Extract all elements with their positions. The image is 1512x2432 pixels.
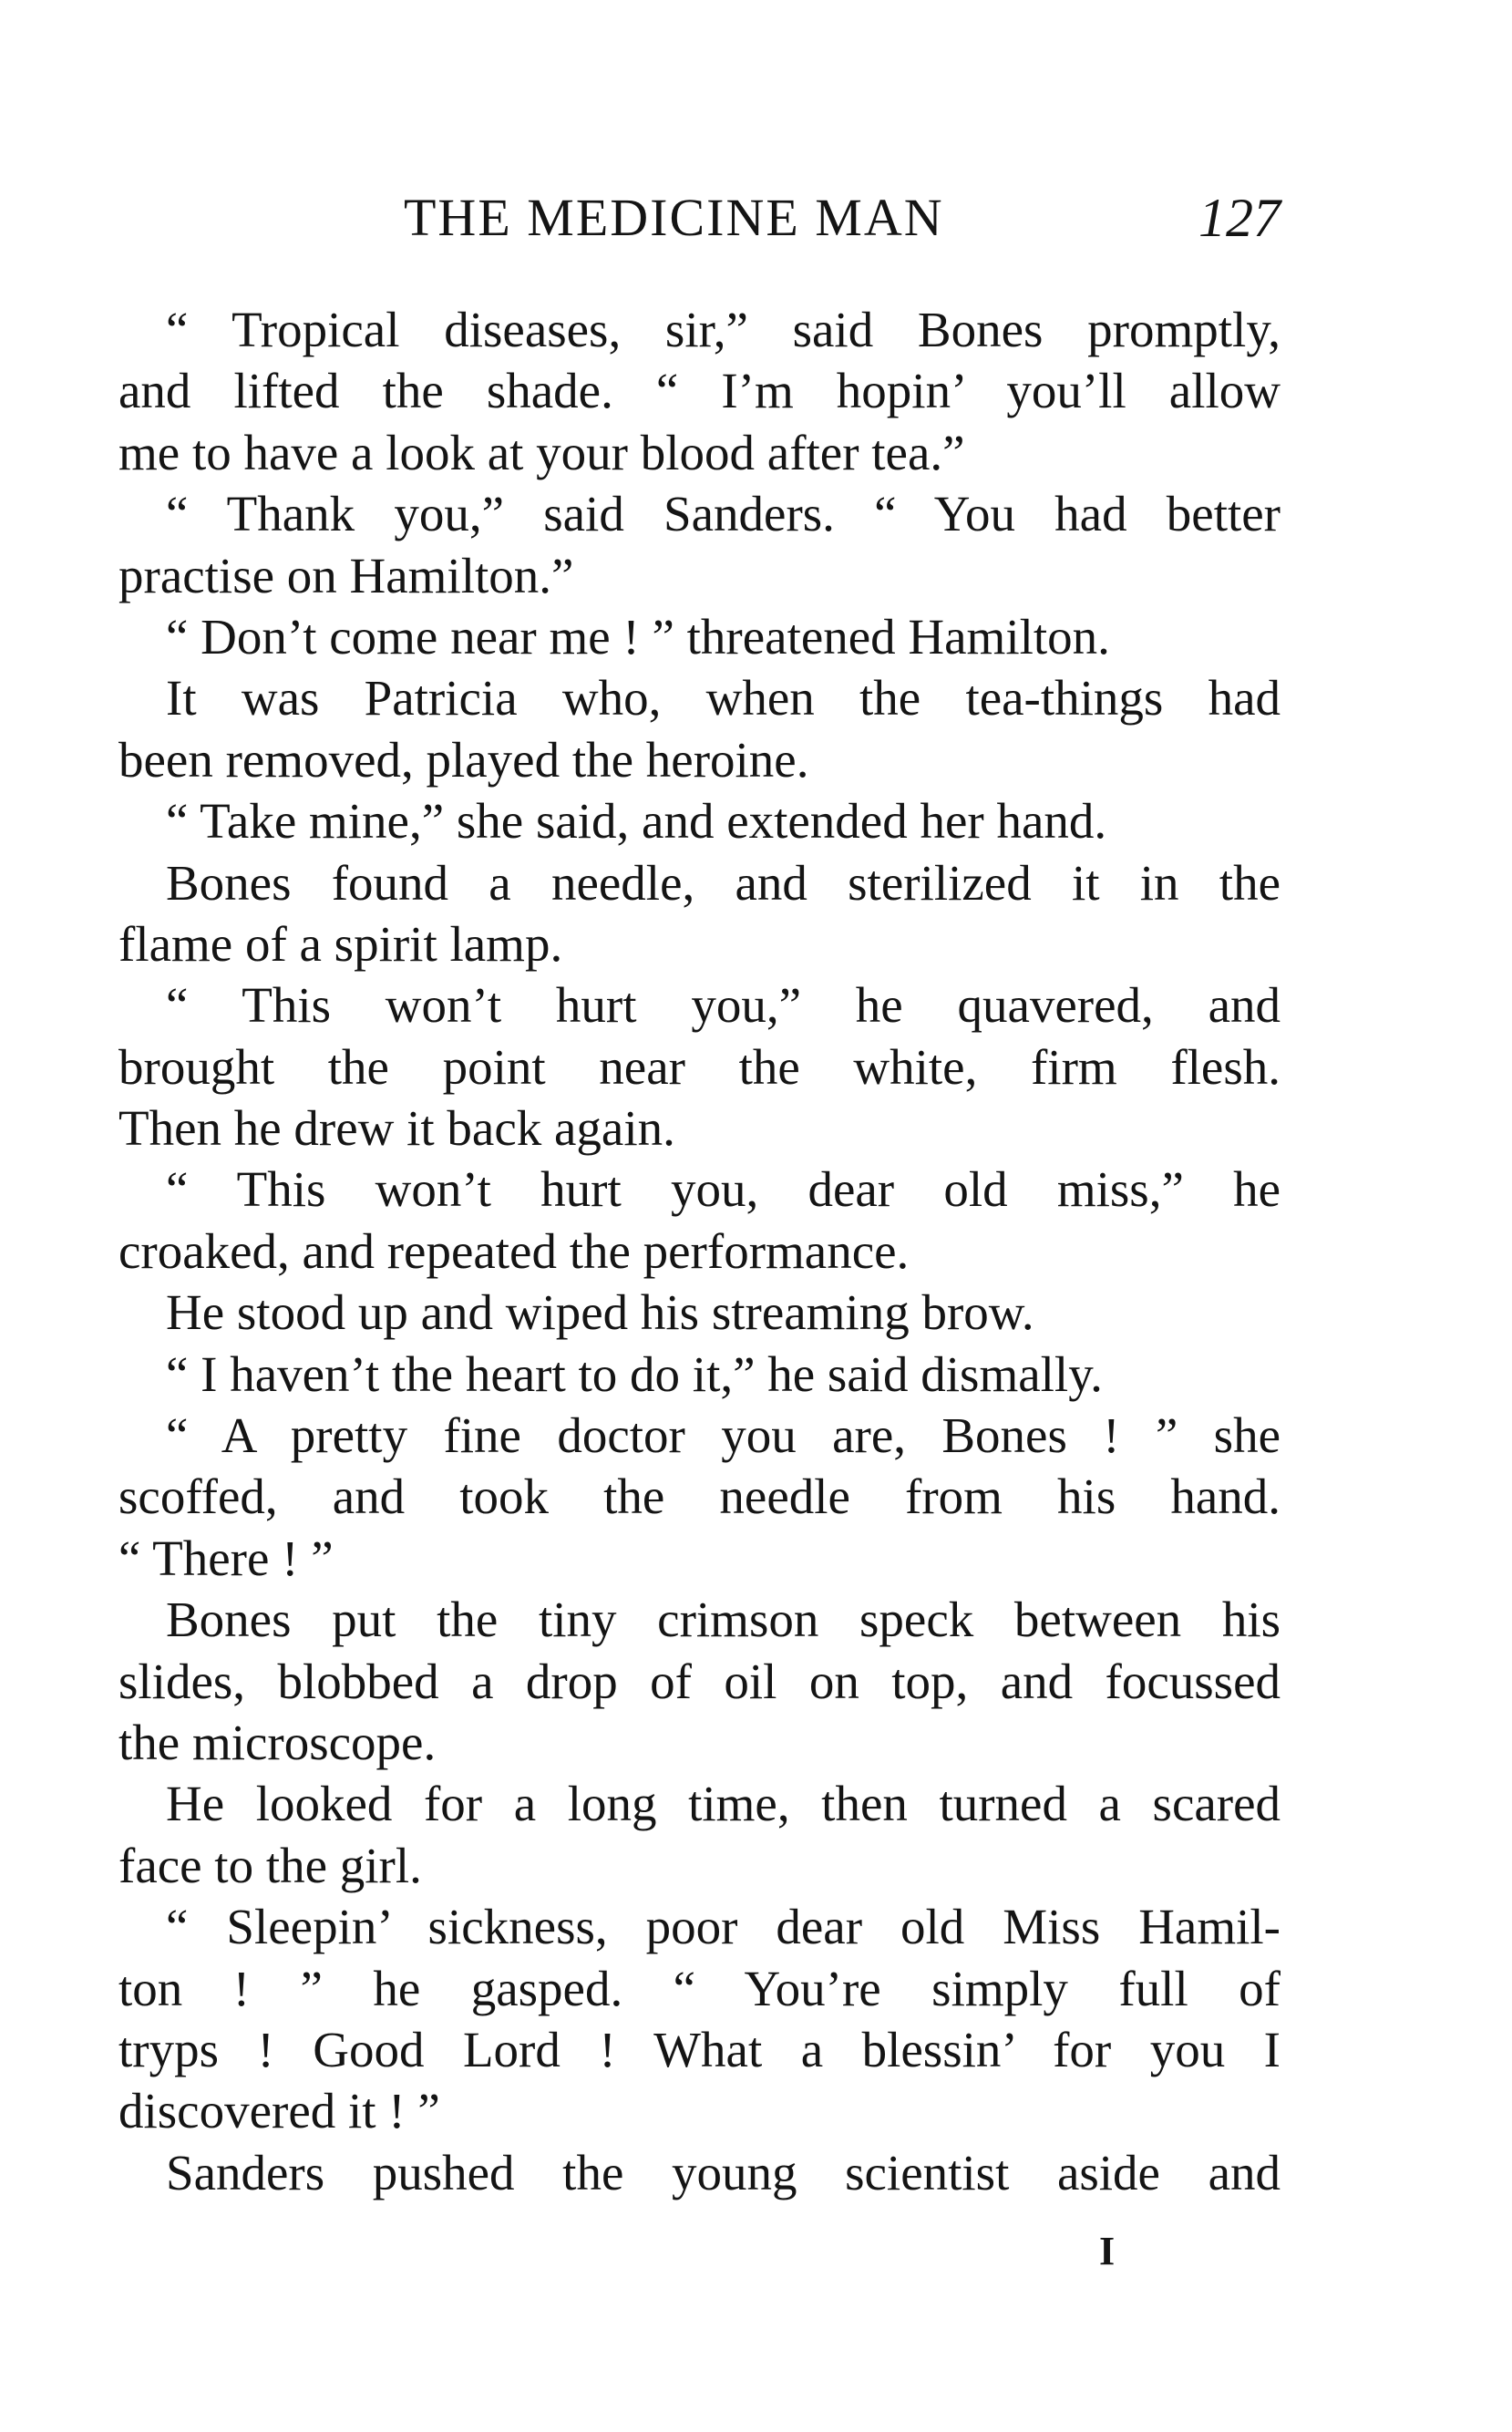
text-line: practise on Hamilton.”	[118, 547, 574, 603]
text-line: discovered it ! ”	[118, 2083, 440, 2139]
text-line: “ Tropical diseases, sir,” said Bones promptly,	[166, 302, 1281, 357]
body-text	[118, 299, 1281, 2203]
text-line: Sanders pushed the young scientist aside and	[166, 2144, 1281, 2200]
text-line: “ There ! ”	[118, 1530, 334, 1586]
text-line: Bones put the tiny crimson speck between his	[166, 1592, 1281, 1648]
text-line: the microscope.	[118, 1714, 437, 1770]
text-line: flame of a spirit lamp.	[118, 915, 563, 972]
text-line: croaked, and repeated the performance.	[118, 1222, 910, 1279]
text-line: “ I haven’t the heart to do it,” he said dismally.	[166, 1345, 1103, 1402]
text-line: “ A pretty fine doctor you are, Bones ! ” she	[166, 1407, 1281, 1464]
text-line: “ Take mine,” she said, and extended her hand.	[166, 793, 1107, 850]
page-number: 127	[1198, 188, 1281, 248]
text-line: brought the point near the white, firm flesh.	[118, 1038, 1281, 1095]
text-line: Bones found a needle, and sterilized it in the	[166, 854, 1281, 911]
text-line: It was Patricia who, when the tea-things had	[166, 670, 1281, 727]
text-line: me to have a look at your blood after tea.”	[118, 424, 965, 480]
text-line: “ Don’t come near me ! ” threatened Hamilton.	[166, 608, 1110, 665]
text-line: “ This won’t hurt you,” he quavered, and	[166, 977, 1281, 1034]
page-header	[118, 187, 1281, 260]
signature-mark: I	[1099, 2229, 1116, 2273]
text-line: scoffed, and took the needle from his hand.	[118, 1468, 1281, 1525]
text-line: He looked for a long time, then turned a scared	[166, 1776, 1281, 1832]
text-line: tryps ! Good Lord ! What a blessin’ for you I	[118, 2021, 1281, 2077]
text-line: been removed, played the heroine.	[118, 731, 809, 788]
text-line: and lifted the shade. “ I’m hopin’ you’ll allow	[118, 363, 1281, 419]
text-line: “ Thank you,” said Sanders. “ You had better	[166, 486, 1281, 542]
running-title: THE MEDICINE MAN	[404, 188, 944, 247]
text-line: He stood up and wiped his streaming brow.	[166, 1284, 1034, 1341]
text-line: ton ! ” he gasped. “ You’re simply full of	[118, 1960, 1281, 2016]
text-line: Then he drew it back again.	[118, 1100, 675, 1157]
text-line: “ Sleepin’ sickness, poor dear old Miss Hamil-	[166, 1899, 1281, 1955]
text-line: “ This won’t hurt you, dear old miss,” he	[166, 1161, 1281, 1218]
text-line: face to the girl.	[118, 1837, 422, 1893]
text-line: slides, blobbed a drop of oil on top, and focussed	[118, 1653, 1281, 1709]
